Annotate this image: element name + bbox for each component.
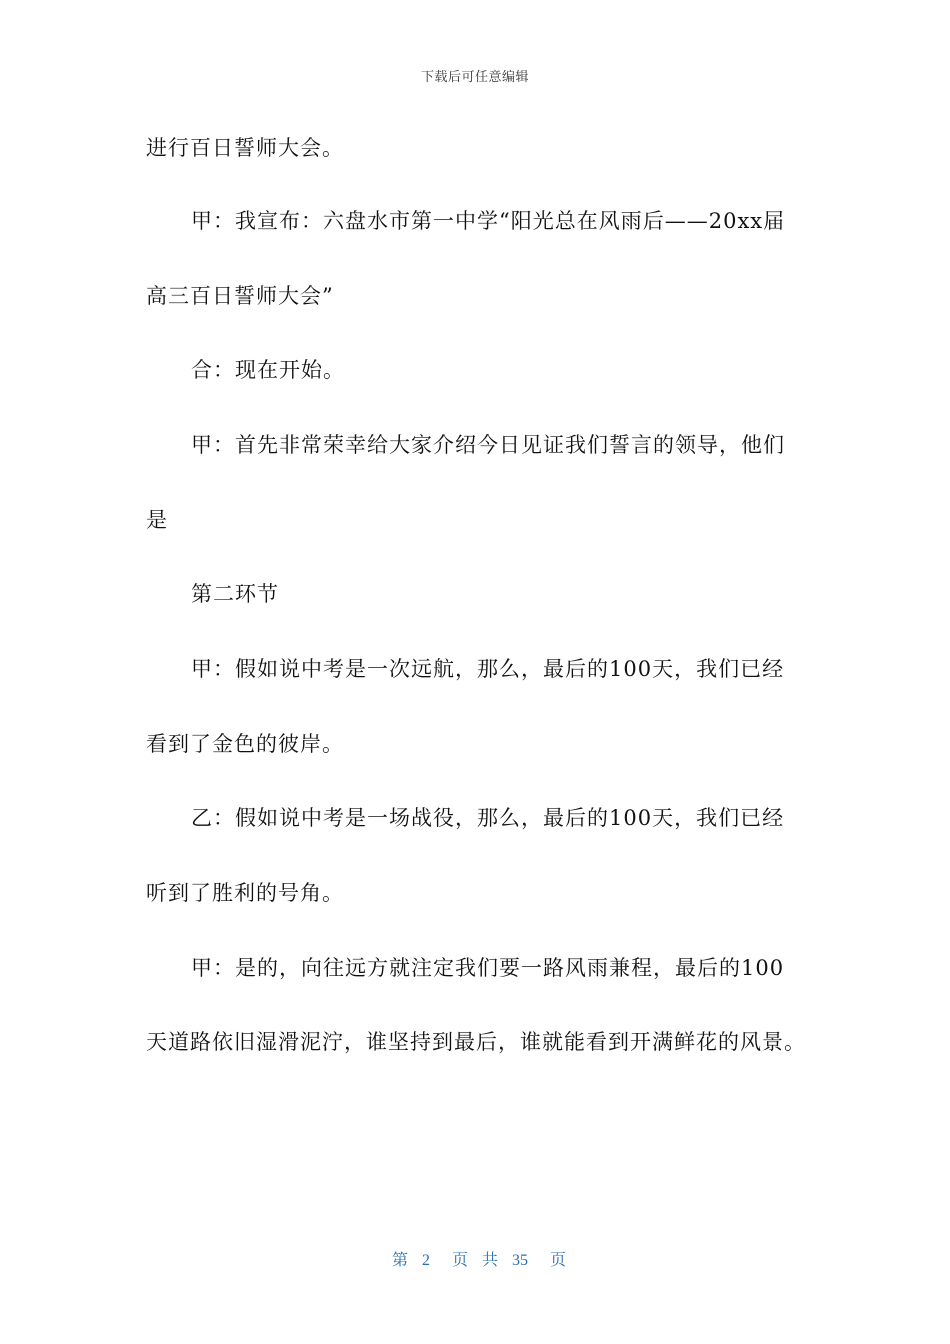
footer-suffix: 页 — [550, 1252, 567, 1269]
header-note: 下载后可任意编辑 — [420, 70, 529, 85]
paragraph-line: 听到了胜利的号角。 — [146, 881, 344, 905]
page-number-footer — [0, 1229, 950, 1270]
paragraph-line: 乙：假如说中考是一场战役，那么，最后的100天，我们已经 — [191, 806, 785, 830]
section-heading: 第二环节 — [191, 582, 279, 606]
paragraph-line: 甲：假如说中考是一次远航，那么，最后的100天，我们已经 — [191, 657, 785, 681]
paragraph-line: 进行百日誓师大会。 — [146, 136, 344, 160]
paragraph-line: 合：现在开始。 — [191, 358, 345, 382]
paragraph-line: 天道路依旧湿滑泥泞，谁坚持到最后，谁就能看到开满鲜花的风景。 — [146, 1030, 806, 1054]
paragraph-line: 甲：首先非常荣幸给大家介绍今日见证我们誓言的领导，他们 — [191, 433, 785, 457]
paragraph-line: 高三百日誓师大会” — [146, 284, 334, 308]
footer-prefix: 第 — [391, 1252, 408, 1269]
footer-page-word: 页 — [451, 1252, 468, 1269]
paragraph-line: 甲：我宣布：六盘水市第一中学“阳光总在风雨后——20xx届 — [191, 209, 786, 233]
total-pages-number: 35 — [512, 1252, 529, 1269]
current-page-number: 2 — [421, 1252, 430, 1269]
paragraph-line: 看到了金色的彼岸。 — [146, 732, 344, 756]
paragraph-line: 是 — [146, 508, 168, 532]
footer-total-word: 共 — [482, 1252, 499, 1269]
paragraph-line: 甲：是的，向往远方就注定我们要一路风雨兼程，最后的100 — [191, 956, 785, 980]
